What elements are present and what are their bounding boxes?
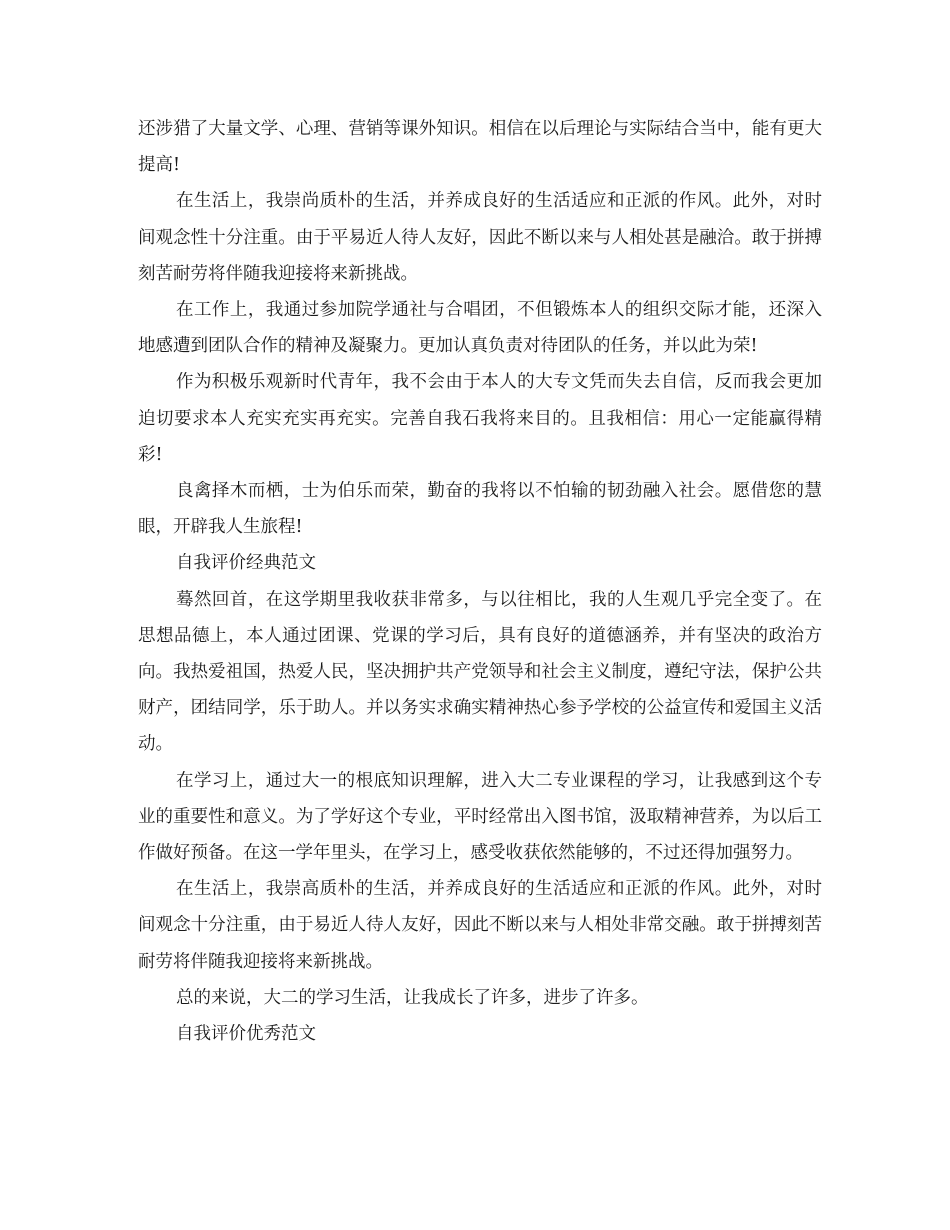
paragraph-closing: 良禽择木而栖，士为伯乐而荣，勤奋的我将以不怕输的韧劲融入社会。愿借您的慧眼，开辟我人生旅程! — [138, 481, 822, 538]
paragraph-summary: 总的来说，大二的学习生活，让我成长了许多，进步了许多。 — [176, 987, 649, 1008]
paragraph-study: 在学习上，通过大一的根底知识理解，进入大二专业课程的学习，让我感到这个专业的重要性和意义。为了学好这个专业，平时经常出入图书馆，汲取精神营养，为以后工作做好预备。在这一学年里头，在学习上，感受收获依然能够的，不过还得加强努力。 — [138, 770, 822, 864]
section-heading-classic: 自我评价经典范文 — [176, 553, 316, 574]
paragraph-continued: 还涉猎了大量文学、心理、营销等课外知识。相信在以后理论与实际结合当中，能有更大提高! — [138, 119, 822, 176]
paragraph-life: 在生活上，我崇尚质朴的生活，并养成良好的生活适应和正派的作风。此外，对时间观念性十分注重。由于平易近人待人友好，因此不断以来与人相处甚是融洽。敢于拼搏刻苦耐劳将伴随我迎接将来新挑战。 — [138, 191, 822, 284]
paragraph-work: 在工作上，我通过参加院学通社与合唱团，不但锻炼本人的组织交际才能，还深入地感遭到团队合作的精神及凝聚力。更加认真负责对待团队的任务，并以此为荣! — [138, 300, 822, 357]
paragraph-youth: 作为积极乐观新时代青年，我不会由于本人的大专文凭而失去自信，反而我会更加迫切要求本人充实充实再充实。完善自我石我将来目的。且我相信：用心一定能赢得精彩! — [138, 372, 822, 465]
section-heading-excellent: 自我评价优秀范文 — [176, 1024, 316, 1045]
paragraph-life-2: 在生活上，我崇高质朴的生活，并养成良好的生活适应和正派的作风。此外，对时间观念十分注重，由于易近人待人友好，因此不断以来与人相处非常交融。敢于拼搏刻苦耐劳将伴随我迎接将来新挑战。 — [138, 879, 822, 972]
document-body — [138, 111, 822, 1052]
paragraph-reflection: 蓦然回首，在这学期里我收获非常多，与以往相比，我的人生观几乎完全变了。在思想品德上，本人通过团课、党课的学习后，具有良好的道德涵养，并有坚决的政治方向。我热爱祖国，热爱人民，坚决拥护共产党领导和社会主义制度，遵纪守法，保护公共财产，团结同学，乐于助人。并以务实求确实精神热心参予学校的公益宣传和爱国主义活动。 — [138, 589, 822, 755]
